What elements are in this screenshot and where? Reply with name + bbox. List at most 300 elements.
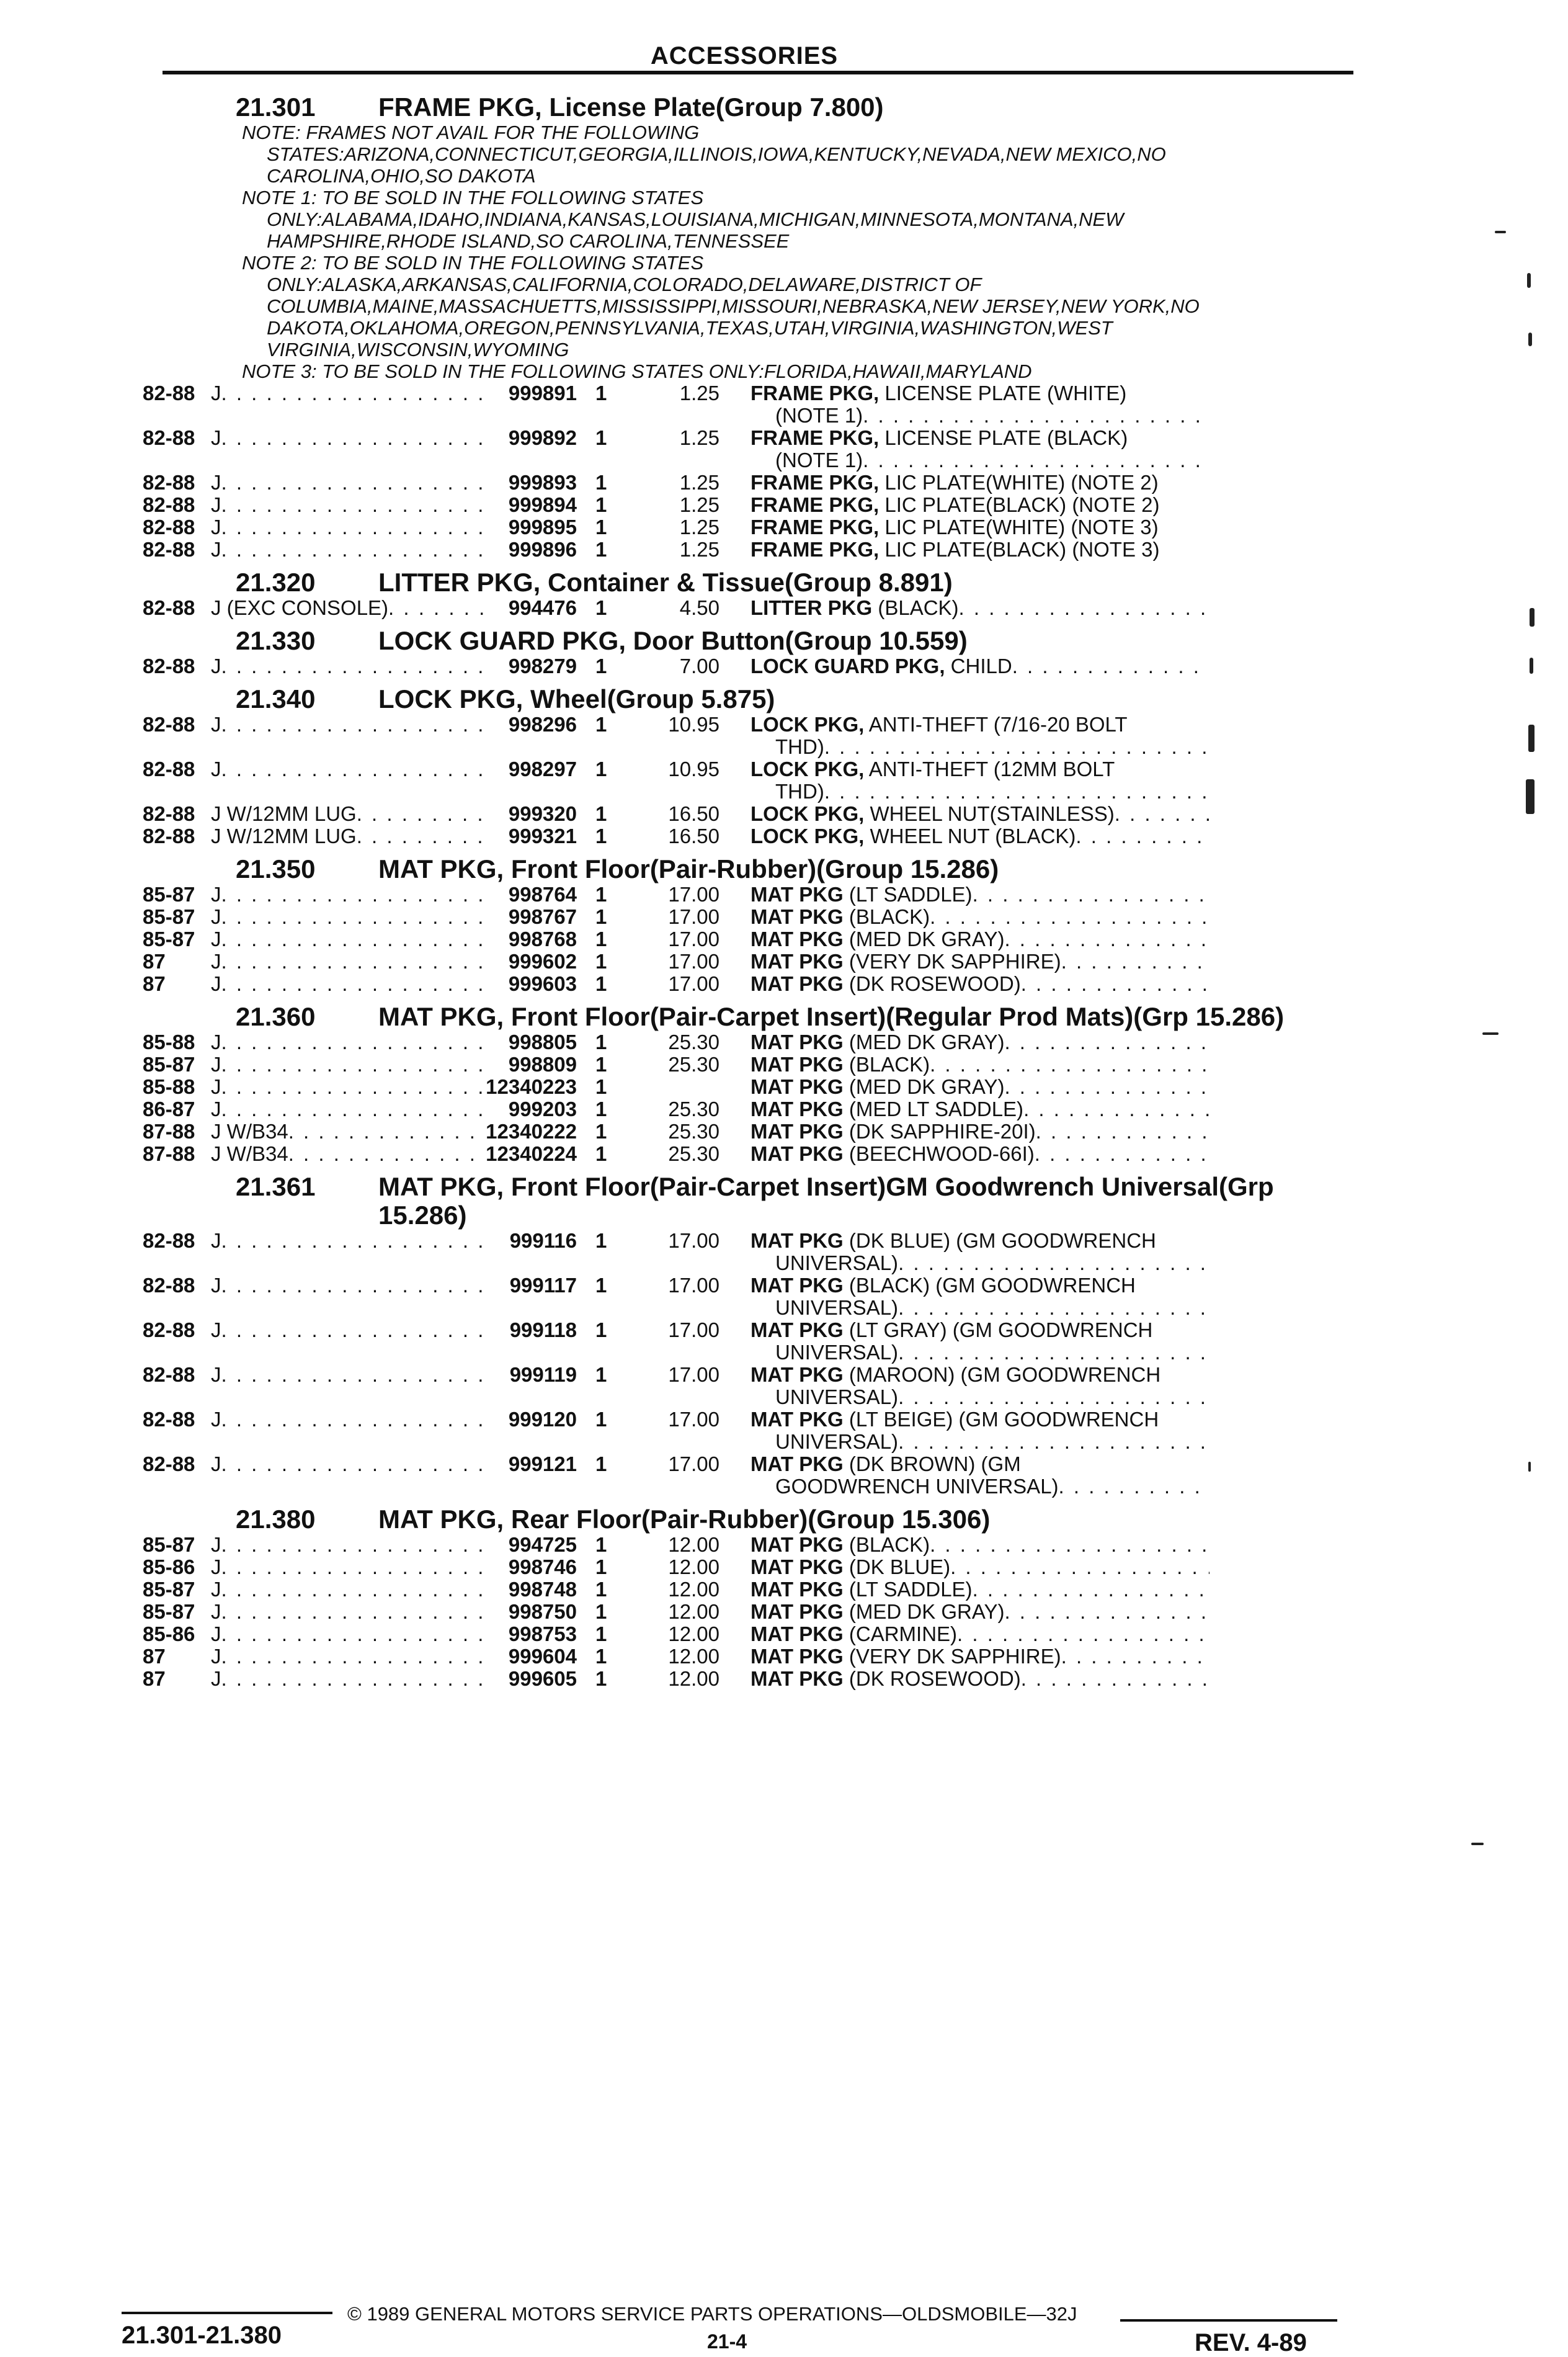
model-years: 85-86 (143, 1622, 195, 1645)
price: 10.95 (668, 758, 719, 780)
quantity: 1 (595, 1408, 607, 1431)
description-line (751, 950, 1209, 973)
models-text: J (211, 1363, 221, 1386)
description-detail: WHEEL NUT(STAINLESS) (864, 802, 1115, 825)
part-number: 998764 (508, 883, 577, 906)
quantity: 1 (595, 382, 607, 405)
group-heading (143, 1003, 1358, 1031)
models-text: J (211, 1452, 221, 1475)
models-cell (211, 597, 484, 619)
part-number: 999602 (508, 950, 577, 973)
model-years: 86-87 (143, 1098, 195, 1120)
models-text: J (211, 950, 221, 973)
description-line (751, 1601, 1209, 1623)
part-number: 998768 (508, 928, 577, 950)
price: 1.25 (679, 382, 719, 405)
quantity: 1 (595, 1142, 607, 1165)
part-row (143, 1645, 1358, 1668)
note-text: ONLY:ALASKA,ARKANSAS,CALIFORNIA,COLORADO,DELAWARE,DISTRICT OF (267, 274, 982, 295)
models-cell (211, 494, 484, 516)
leader-dots (221, 382, 484, 405)
description (751, 713, 1209, 758)
models-cell (211, 758, 484, 780)
model-years: 85-86 (143, 1555, 195, 1578)
part-number: 999118 (509, 1318, 577, 1341)
quantity: 1 (595, 825, 607, 848)
description (751, 950, 1209, 973)
part-row (143, 1556, 1358, 1578)
leader-dots (898, 1431, 1209, 1453)
note-text: CAROLINA,OHIO,SO DAKOTA (267, 165, 536, 187)
description-line (751, 427, 1209, 449)
models-text: J (211, 1274, 221, 1297)
description-line (751, 1319, 1209, 1341)
part-number: 999116 (509, 1229, 577, 1252)
part-number: 999117 (509, 1274, 577, 1297)
note-text: ONLY:ALABAMA,IDAHO,INDIANA,KANSAS,LOUISIANA,MICHIGAN,MINNESOTA,MONTANA,NEW (267, 208, 1124, 230)
price: 17.00 (668, 1274, 719, 1297)
scan-artifact (1528, 1462, 1531, 1472)
description-detail: (MED LT SADDLE) (843, 1098, 1024, 1120)
models-text: J (211, 1053, 221, 1076)
model-years: 82-88 (143, 1363, 195, 1386)
part-number: 994725 (508, 1533, 577, 1556)
models-cell (211, 1274, 484, 1297)
leader-dots (221, 1556, 484, 1578)
models-text: J W/12MM LUG (211, 802, 357, 825)
leader-dots (1004, 928, 1209, 950)
leader-dots (973, 883, 1209, 906)
leader-dots (221, 1601, 484, 1623)
part-row (143, 1098, 1358, 1120)
model-years: 87 (143, 1667, 166, 1690)
models-cell (211, 1556, 484, 1578)
note-text: STATES:ARIZONA,CONNECTICUT,GEORGIA,ILLINOIS,IOWA,KENTUCKY,NEVADA,NEW MEXICO,NO (267, 143, 1166, 165)
description-line (751, 1031, 1209, 1053)
scan-artifact (1495, 231, 1506, 233)
models-text: J (211, 1667, 221, 1690)
model-years: 85-87 (143, 883, 195, 906)
description-detail: THD) (775, 735, 824, 758)
quantity: 1 (595, 1075, 607, 1098)
description-line (751, 494, 1209, 516)
price: 17.00 (668, 950, 719, 973)
description-detail: LIC PLATE(WHITE) (NOTE 2) (879, 471, 1159, 494)
part-number: 998809 (508, 1053, 577, 1076)
description-detail: LICENSE PLATE (BLACK) (879, 426, 1128, 449)
leader-dots (1004, 1031, 1209, 1053)
part-number: 998805 (508, 1031, 577, 1053)
group-notes (143, 122, 1358, 382)
model-years: 85-87 (143, 1578, 195, 1601)
description-line (751, 713, 1209, 736)
part-number: 999119 (509, 1363, 577, 1386)
description-detail: (BLACK) (843, 905, 930, 928)
part-number: 999893 (508, 471, 577, 494)
leader-dots (288, 1143, 484, 1165)
description-name: MAT PKG (751, 928, 844, 950)
description-line (751, 1252, 1209, 1274)
group-heading (143, 568, 1358, 597)
models-text: J (211, 1075, 221, 1098)
note-text: COLUMBIA,MAINE,MASSACHUETTS,MISSISSIPPI,MISSOURI,NEBRASKA,NEW JERSEY,NEW YORK,NO (267, 295, 1200, 317)
leader-dots (221, 1534, 484, 1556)
leader-dots (221, 1408, 484, 1431)
model-years: 82-88 (143, 493, 195, 516)
part-row (143, 472, 1358, 494)
models-cell (211, 803, 484, 825)
description (751, 494, 1209, 516)
scan-artifact (1526, 779, 1535, 814)
description-name: MAT PKG (751, 1600, 844, 1623)
parts-group (143, 1173, 1358, 1498)
model-years: 82-88 (143, 516, 195, 539)
leader-dots (221, 1668, 484, 1690)
description-name: MAT PKG (751, 1053, 844, 1076)
quantity: 1 (595, 1274, 607, 1297)
description (751, 1098, 1209, 1120)
model-years: 87 (143, 972, 166, 995)
description-name: MAT PKG (751, 1363, 844, 1386)
leader-dots (863, 449, 1209, 472)
parts-group (143, 685, 1358, 848)
description-detail: (LT SADDLE) (843, 1578, 973, 1601)
group-number: 21.301 (236, 92, 316, 122)
description-detail: (MAROON) (GM GOODWRENCH (843, 1363, 1161, 1386)
price: 12.00 (668, 1578, 719, 1601)
model-years: 87 (143, 1645, 166, 1668)
model-years: 82-88 (143, 825, 195, 848)
model-years: 82-88 (143, 713, 195, 736)
models-text: J (211, 713, 221, 736)
leader-dots (1061, 1645, 1209, 1668)
description-detail: (MED DK GRAY) (843, 1600, 1005, 1623)
model-years: 85-87 (143, 1533, 195, 1556)
description-name: MAT PKG (751, 1667, 844, 1690)
description-line (751, 1364, 1209, 1386)
model-years: 85-88 (143, 1031, 195, 1053)
model-years: 85-87 (143, 928, 195, 950)
model-years: 87-88 (143, 1120, 195, 1143)
price: 1.25 (679, 471, 719, 494)
part-row (143, 803, 1358, 825)
parts-group (143, 568, 1358, 619)
description-name: FRAME PKG, (751, 426, 880, 449)
models-text: J (211, 1098, 221, 1120)
description-detail: CHILD (945, 655, 1012, 678)
description-line (751, 883, 1209, 906)
quantity: 1 (595, 1555, 607, 1578)
description (751, 539, 1209, 561)
part-number: 999605 (508, 1667, 577, 1690)
description (751, 803, 1209, 825)
description (751, 382, 1209, 427)
description (751, 883, 1209, 906)
model-years: 82-88 (143, 596, 195, 619)
models-cell (211, 950, 484, 973)
description-line (751, 597, 1209, 619)
part-row (143, 758, 1358, 803)
description-detail: (DK ROSEWOOD) (843, 1667, 1021, 1690)
price: 4.50 (679, 596, 719, 619)
part-number: 12340222 (486, 1120, 577, 1143)
leader-dots (824, 736, 1209, 758)
group-heading (143, 93, 1358, 122)
leader-dots (388, 597, 484, 619)
description-name: MAT PKG (751, 1229, 844, 1252)
description-detail: (MED DK GRAY) (843, 1031, 1005, 1053)
part-row (143, 1408, 1358, 1453)
part-row (143, 1668, 1358, 1690)
description (751, 1556, 1209, 1578)
description (751, 1668, 1209, 1690)
quantity: 1 (595, 883, 607, 906)
description-name: LOCK PKG, (751, 713, 865, 736)
description (751, 1120, 1209, 1143)
price: 7.00 (679, 655, 719, 678)
description-detail: ANTI-THEFT (7/16-20 BOLT (864, 713, 1128, 736)
description-detail: (VERY DK SAPPHIRE) (843, 950, 1061, 973)
description-detail: UNIVERSAL) (775, 1385, 899, 1408)
leader-dots (1021, 973, 1209, 995)
header-rule (163, 71, 1353, 74)
models-cell (211, 1230, 484, 1252)
models-text: J W/12MM LUG (211, 825, 357, 848)
description (751, 1453, 1209, 1498)
model-years: 82-88 (143, 1274, 195, 1297)
models-cell (211, 655, 484, 678)
description-detail: (BLACK) (843, 1533, 930, 1556)
leader-dots (1059, 1475, 1209, 1498)
part-number: 999203 (508, 1098, 577, 1120)
group-title: MAT PKG, Rear Floor(Pair-Rubber)(Group 15.306) (378, 1505, 991, 1534)
quantity: 1 (595, 1098, 607, 1120)
description-line (751, 1274, 1209, 1297)
part-row (143, 539, 1358, 561)
part-number: 12340223 (486, 1075, 577, 1098)
leader-dots (221, 1076, 484, 1098)
leader-dots (930, 1053, 1209, 1076)
part-number: 998748 (508, 1578, 577, 1601)
part-row (143, 1534, 1358, 1556)
quantity: 1 (595, 972, 607, 995)
quantity: 1 (595, 905, 607, 928)
description (751, 825, 1209, 848)
description-detail: GOODWRENCH UNIVERSAL) (775, 1475, 1059, 1498)
models-cell (211, 713, 484, 736)
quantity: 1 (595, 1667, 607, 1690)
model-years: 82-88 (143, 758, 195, 780)
description-line (751, 1623, 1209, 1645)
description-name: FRAME PKG, (751, 538, 880, 561)
part-number: 999120 (508, 1408, 577, 1431)
description-name: MAT PKG (751, 1645, 844, 1668)
models-text: J (211, 1555, 221, 1578)
model-years: 82-88 (143, 426, 195, 449)
price: 12.00 (668, 1667, 719, 1690)
leader-dots (221, 1578, 484, 1601)
quantity: 1 (595, 1452, 607, 1475)
description-line (751, 1143, 1209, 1165)
part-number: 999604 (508, 1645, 577, 1668)
price: 17.00 (668, 905, 719, 928)
group-heading (143, 627, 1358, 655)
leader-dots (221, 539, 484, 561)
leader-dots (1061, 950, 1209, 973)
price: 16.50 (668, 825, 719, 848)
models-text: J (211, 516, 221, 539)
price: 25.30 (668, 1142, 719, 1165)
footer-section-range: 21.301-21.380 (122, 2322, 282, 2349)
models-cell (211, 1645, 484, 1668)
models-text: J (211, 1578, 221, 1601)
description-detail: (LT BEIGE) (GM GOODWRENCH (843, 1408, 1159, 1431)
description-line (751, 803, 1209, 825)
price: 1.25 (679, 516, 719, 539)
leader-dots (824, 780, 1209, 803)
leader-dots (221, 1645, 484, 1668)
description (751, 1274, 1209, 1319)
leader-dots (357, 825, 484, 848)
description-detail: WHEEL NUT (BLACK) (864, 825, 1076, 848)
description-line (751, 825, 1209, 848)
part-row (143, 973, 1358, 995)
description-detail: (BLACK) (843, 1053, 930, 1076)
leader-dots (221, 1053, 484, 1076)
description (751, 516, 1209, 539)
description (751, 597, 1209, 619)
description-name: MAT PKG (751, 1120, 844, 1143)
description-line (751, 1408, 1209, 1431)
description-line (751, 449, 1209, 472)
part-row (143, 906, 1358, 928)
quantity: 1 (595, 516, 607, 539)
part-row (143, 1274, 1358, 1319)
part-number: 999891 (508, 382, 577, 405)
group-number: 21.361 (236, 1172, 316, 1201)
models-cell (211, 1143, 484, 1165)
leader-dots (221, 950, 484, 973)
description-name: MAT PKG (751, 1098, 844, 1120)
model-years: 82-88 (143, 802, 195, 825)
quantity: 1 (595, 471, 607, 494)
description (751, 1623, 1209, 1645)
models-text: J (211, 426, 221, 449)
parts-list (143, 86, 1358, 1690)
part-number: 999894 (508, 493, 577, 516)
description-name: MAT PKG (751, 1578, 844, 1601)
description (751, 973, 1209, 995)
description-name: FRAME PKG, (751, 471, 880, 494)
description-name: MAT PKG (751, 1142, 844, 1165)
page-title: ACCESSORIES (650, 42, 839, 69)
quantity: 1 (595, 426, 607, 449)
scan-artifact (1471, 1843, 1484, 1845)
description-line (751, 1645, 1209, 1668)
part-row (143, 494, 1358, 516)
part-number: 998750 (508, 1600, 577, 1623)
model-years: 85-87 (143, 1053, 195, 1076)
model-years: 82-88 (143, 1229, 195, 1252)
leader-dots (221, 472, 484, 494)
description (751, 1031, 1209, 1053)
note-heading: NOTE 2: TO BE SOLD IN THE FOLLOWING STATES (242, 252, 704, 274)
models-text: J (211, 538, 221, 561)
price: 12.00 (668, 1622, 719, 1645)
models-cell (211, 1623, 484, 1645)
description (751, 1645, 1209, 1668)
models-cell (211, 1319, 484, 1341)
description-line (751, 1475, 1209, 1498)
part-row (143, 1623, 1358, 1645)
scan-artifact (1482, 1032, 1499, 1035)
leader-dots (221, 1230, 484, 1252)
group-number: 21.350 (236, 854, 316, 883)
models-cell (211, 539, 484, 561)
description-detail: (DK ROSEWOOD) (843, 972, 1021, 995)
models-text: J W/B34 (211, 1120, 288, 1143)
leader-dots (221, 494, 484, 516)
quantity: 1 (595, 1622, 607, 1645)
leader-dots (221, 883, 484, 906)
leader-dots (898, 1341, 1209, 1364)
note-heading: NOTE 1: TO BE SOLD IN THE FOLLOWING STATES (242, 187, 704, 208)
models-cell (211, 825, 484, 848)
part-row (143, 1319, 1358, 1364)
part-number: 998279 (508, 655, 577, 678)
description-line (751, 1534, 1209, 1556)
models-cell (211, 1578, 484, 1601)
leader-dots (973, 1578, 1209, 1601)
description-name: LOCK GUARD PKG, (751, 655, 945, 678)
leader-dots (221, 1319, 484, 1341)
leader-dots (930, 906, 1209, 928)
price: 25.30 (668, 1053, 719, 1076)
footer-revision: REV. 4-89 (1195, 2329, 1307, 2356)
part-row (143, 950, 1358, 973)
models-cell (211, 1453, 484, 1475)
models-text: J (211, 972, 221, 995)
group-title: LOCK PKG, Wheel(Group 5.875) (378, 684, 775, 713)
quantity: 1 (595, 1600, 607, 1623)
description (751, 655, 1209, 678)
description-detail: (CARMINE) (843, 1622, 958, 1645)
scan-artifact (1527, 273, 1531, 288)
models-cell (211, 1668, 484, 1690)
quantity: 1 (595, 655, 607, 678)
part-number: 998297 (508, 758, 577, 780)
part-number: 999896 (508, 538, 577, 561)
description-line (751, 472, 1209, 494)
part-row (143, 427, 1358, 472)
quantity: 1 (595, 1031, 607, 1053)
model-years: 85-88 (143, 1075, 195, 1098)
description-detail: (NOTE 1) (775, 404, 863, 427)
model-years: 87 (143, 950, 166, 973)
description-line (751, 405, 1209, 427)
models-cell (211, 1364, 484, 1386)
part-number: 999320 (508, 802, 577, 825)
group-title: FRAME PKG, License Plate(Group 7.800) (378, 92, 884, 122)
description-line (751, 655, 1209, 678)
part-number: 998746 (508, 1555, 577, 1578)
part-number: 999603 (508, 972, 577, 995)
group-title: MAT PKG, Front Floor(Pair-Carpet Insert)GM Goodwrench Universal(Grp 15.286) (378, 1172, 1274, 1230)
description-detail: (MED DK GRAY) (843, 1075, 1005, 1098)
part-row (143, 1230, 1358, 1274)
leader-dots (221, 655, 484, 678)
description-detail: (MED DK GRAY) (843, 928, 1005, 950)
